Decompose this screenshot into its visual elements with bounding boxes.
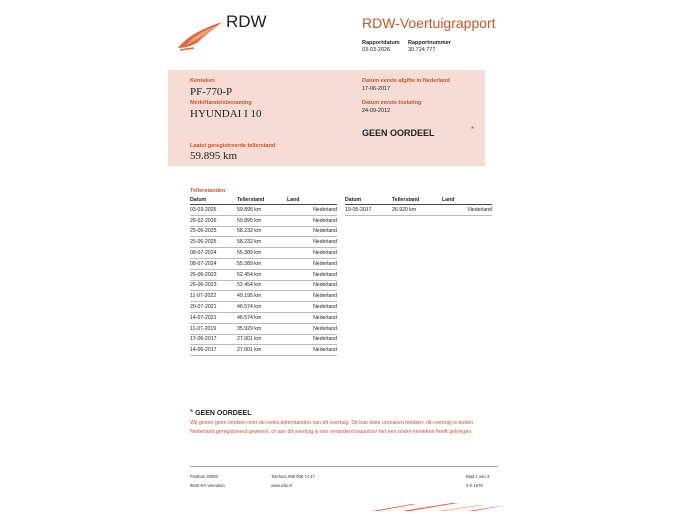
- make-label: Merk/Handelsbenaming: [190, 100, 252, 106]
- row-reading: 58.232 km: [237, 226, 287, 237]
- col-reading: Tellerstand: [392, 196, 442, 205]
- table-row: [190, 312, 337, 323]
- table-row: [190, 323, 337, 334]
- footer-divider: [190, 466, 498, 467]
- row-country: Nederland: [287, 280, 337, 291]
- row-reading: 52.454 km: [237, 269, 287, 280]
- col-date: Datum: [345, 196, 392, 205]
- row-country: Nederland: [287, 334, 337, 345]
- col-country: Land: [287, 196, 337, 205]
- row-country: Nederland: [287, 269, 337, 280]
- table-row: [190, 205, 337, 216]
- row-reading: 27.001 km: [237, 334, 287, 345]
- table-row: [190, 258, 337, 269]
- row-country: Nederland: [442, 205, 492, 216]
- table-row: [190, 237, 337, 248]
- footer-address2: 9640 RA Veendam: [190, 483, 225, 488]
- table-row: [190, 269, 337, 280]
- plate-label: Kenteken: [190, 78, 215, 84]
- row-reading: 55.389 km: [237, 258, 287, 269]
- make-value: HYUNDAI I 10: [190, 108, 262, 120]
- row-reading: 27.001 km: [237, 345, 287, 356]
- notice-star: *: [190, 408, 194, 417]
- report-number: 30.724.777: [408, 47, 436, 53]
- row-country: Nederland: [287, 312, 337, 323]
- row-date: 17-06-2017: [190, 334, 237, 345]
- first-admission-label: Datum eerste toelating: [362, 100, 422, 106]
- table-row: [190, 291, 337, 302]
- row-country: Nederland: [287, 258, 337, 269]
- row-date: 11-07-2019: [190, 323, 237, 334]
- report-title: RDW-Voertuigrapport: [362, 15, 496, 31]
- report-number-label: Rapportnummer: [408, 40, 451, 46]
- footer-phone: Telefoon 088 008 74 47: [271, 474, 315, 479]
- table-row: [190, 215, 337, 226]
- col-date: Datum: [190, 196, 237, 205]
- first-nl-value: 17-06-2017: [362, 86, 391, 92]
- row-reading: 52.454 km: [237, 280, 287, 291]
- row-date: 20-07-2021: [190, 302, 237, 313]
- odometer-value: 59.895 km: [190, 150, 238, 162]
- table-row: [190, 226, 337, 237]
- row-date: 08-07-2024: [190, 258, 237, 269]
- row-date: 11-07-2022: [190, 291, 237, 302]
- row-reading: 49.195 km: [237, 291, 287, 302]
- row-date: 25-06-2025: [190, 237, 237, 248]
- row-date: 25-06-2025: [190, 226, 237, 237]
- row-reading: 46.574 km: [237, 302, 287, 313]
- table-row: [190, 248, 337, 259]
- row-country: Nederland: [287, 345, 337, 356]
- odometer-label: Laatst geregistreerde tellerstand: [190, 143, 276, 149]
- plate-value: PF-770-P: [190, 86, 233, 98]
- row-date: 26-06-2023: [190, 269, 237, 280]
- notice-body: Wij geven geen oordeel over de reeks tellerstanden van dit voertuig. Dit kan twee oorzaken hebben: dit voertuig is buiten Nederland geregistreerd geweest, of aan dit voertuig is iets veranderd waardoor het een ander kenteken heeft gekregen.: [190, 420, 473, 435]
- table-row: [190, 334, 337, 345]
- row-reading: 55.389 km: [237, 248, 287, 259]
- odometer-history-title: Tellerstanden: [190, 188, 226, 194]
- row-date: 03-03-2026: [190, 205, 237, 216]
- row-reading: 46.574 km: [237, 312, 287, 323]
- first-admission-value: 24-09-2012: [362, 108, 391, 114]
- row-reading: 59.895 km: [237, 205, 287, 216]
- row-reading: 26.920 km: [392, 205, 442, 216]
- row-date: 08-07-2024: [190, 248, 237, 259]
- table-row: [190, 345, 337, 356]
- row-country: Nederland: [287, 302, 337, 313]
- row-country: Nederland: [287, 237, 337, 248]
- row-country: Nederland: [287, 291, 337, 302]
- col-country: Land: [442, 196, 492, 205]
- verdict: GEEN OORDEEL: [362, 128, 435, 138]
- first-nl-label: Datum eerste afgifte in Nederland: [362, 78, 450, 84]
- row-date: 26-06-2023: [190, 280, 237, 291]
- row-date: 19-05-2017: [345, 205, 392, 216]
- report-date: 03-03-2026: [362, 47, 391, 53]
- row-date: 14-06-2017: [190, 345, 237, 356]
- row-country: Nederland: [287, 215, 337, 226]
- odometer-table-right: [345, 196, 492, 216]
- row-country: Nederland: [287, 248, 337, 259]
- row-country: Nederland: [287, 226, 337, 237]
- table-row: [345, 205, 492, 216]
- row-date: 14-07-2021: [190, 312, 237, 323]
- notice-heading: [190, 408, 251, 417]
- notice-title: GEEN OORDEEL: [195, 410, 252, 417]
- footer-page: Blad 1 van 3: [466, 474, 490, 479]
- odometer-table-left: [190, 196, 337, 356]
- footer-code: 3 E 1679: [466, 483, 483, 488]
- footer-address1: Postbus 30000: [190, 474, 218, 479]
- verdict-star: *: [471, 125, 475, 134]
- row-country: Nederland: [287, 323, 337, 334]
- rdw-logo-icon: [176, 18, 226, 52]
- table-row: [190, 302, 337, 313]
- footer-web: www.rdw.nl: [271, 483, 292, 488]
- row-reading: 58.232 km: [237, 237, 287, 248]
- report-date-label: Rapportdatum: [362, 40, 400, 46]
- row-reading: 35.929 km: [237, 323, 287, 334]
- brand-name: RDW: [226, 12, 267, 31]
- col-reading: Tellerstand: [237, 196, 287, 205]
- row-date: 26-02-2026: [190, 215, 237, 226]
- row-country: Nederland: [287, 205, 337, 216]
- row-reading: 59.895 km: [237, 215, 287, 226]
- footer-stripes-icon: [372, 502, 502, 512]
- table-row: [190, 280, 337, 291]
